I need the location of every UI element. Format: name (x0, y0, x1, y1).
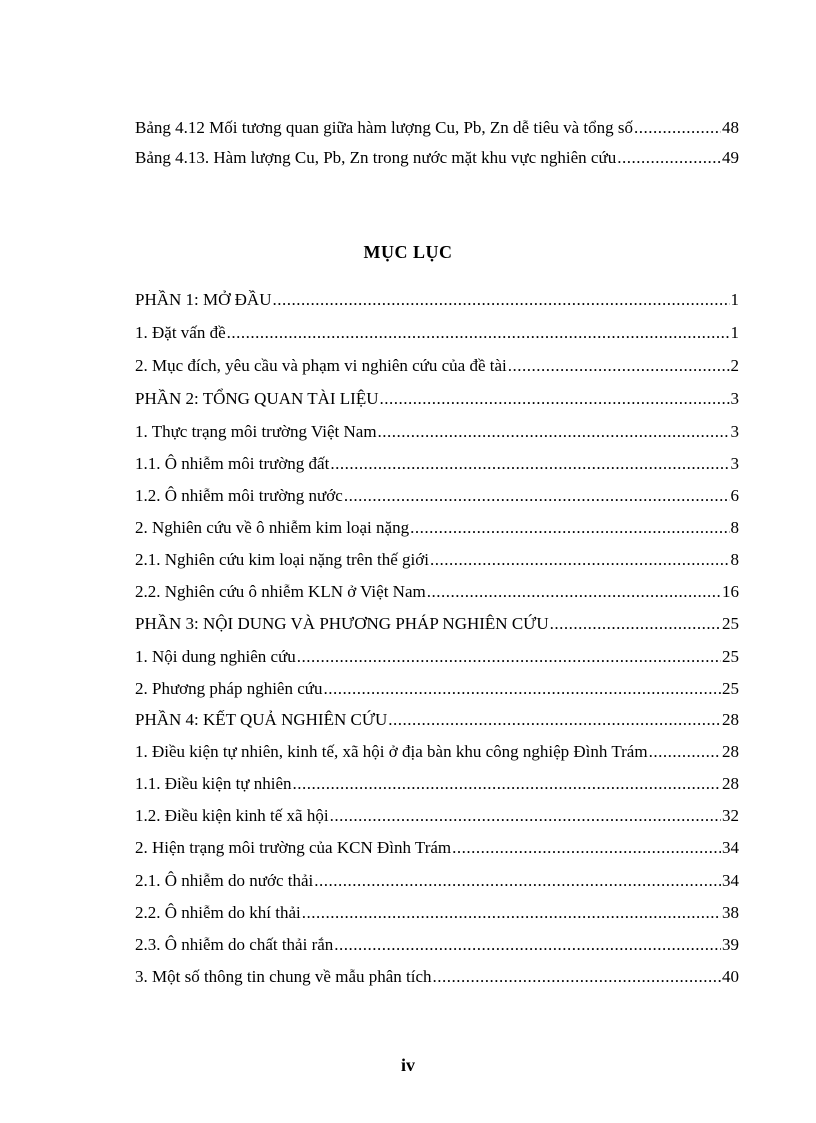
entry-page-number: 6 (730, 486, 739, 505)
entry-page-number: 3 (730, 454, 739, 473)
entry-label: 1. Nội dung nghiên cứu (135, 647, 296, 666)
entry-page-number: 2 (730, 356, 739, 375)
toc-entry (135, 645, 739, 669)
entry-label: 2. Nghiên cứu về ô nhiễm kim loại nặng (135, 518, 410, 537)
toc-entry (135, 933, 739, 957)
entry-label: 1.2. Điều kiện kinh tế xã hội (135, 806, 329, 825)
entry-page-number: 39 (722, 935, 739, 954)
toc-entry (135, 548, 739, 572)
entry-page-number: 25 (722, 614, 739, 633)
dot-leader (452, 836, 721, 860)
toc-entry (135, 836, 739, 860)
toc-entry (135, 901, 739, 925)
entry-page-number: 40 (722, 967, 739, 986)
toc-entry (135, 321, 739, 345)
entry-page-number: 48 (722, 118, 739, 137)
dot-leader (334, 933, 721, 957)
entry-label: 2.2. Ô nhiễm do khí thải (135, 903, 301, 922)
entry-label: PHẦN 1: MỞ ĐẦU (135, 290, 272, 309)
toc-entry (135, 452, 739, 476)
entry-page-number: 34 (722, 871, 739, 890)
entry-label: 1.1. Điều kiện tự nhiên (135, 774, 292, 793)
entry-page-number: 1 (730, 290, 739, 309)
entry-label: 2.3. Ô nhiễm do chất thải rắn (135, 935, 334, 954)
dot-leader (649, 740, 721, 764)
toc-entry (135, 612, 739, 636)
entry-label: 1.2. Ô nhiễm môi trường nước (135, 486, 343, 505)
toc-entry (135, 354, 739, 378)
dot-leader (302, 901, 721, 925)
toc-entry (135, 772, 739, 796)
toc-entry (135, 740, 739, 764)
entry-page-number: 3 (730, 422, 739, 441)
dot-leader (330, 452, 729, 476)
entry-label: 2.1. Nghiên cứu kim loại nặng trên thế giới (135, 550, 429, 569)
dot-leader (410, 516, 729, 540)
dot-leader (293, 772, 721, 796)
dot-leader (330, 804, 721, 828)
table-list-entry (135, 146, 739, 170)
entry-page-number: 8 (730, 518, 739, 537)
dot-leader (344, 484, 730, 508)
entry-label: 1. Điều kiện tự nhiên, kinh tế, xã hội ở địa bàn khu công nghiệp Đình Trám (135, 742, 648, 761)
dot-leader (380, 387, 730, 411)
entry-page-number: 16 (722, 582, 739, 601)
dot-leader (272, 288, 729, 312)
entry-page-number: 3 (730, 389, 739, 408)
toc-entry (135, 708, 739, 732)
dot-leader (378, 420, 730, 444)
table-list-entry (135, 116, 739, 140)
dot-leader (388, 708, 721, 732)
entry-label: 1.1. Ô nhiễm môi trường đất (135, 454, 330, 473)
entry-label: PHẦN 2: TỔNG QUAN TÀI LIỆU (135, 389, 379, 408)
dot-leader (427, 580, 721, 604)
entry-page-number: 32 (722, 806, 739, 825)
entry-page-number: 34 (722, 838, 739, 857)
entry-page-number: 25 (722, 647, 739, 666)
entry-label: 2. Mục đích, yêu cầu và phạm vi nghiên cứu của đề tài (135, 356, 507, 375)
entry-label: 3. Một số thông tin chung về mẫu phân tích (135, 967, 432, 986)
dot-leader (550, 612, 721, 636)
toc-entry (135, 804, 739, 828)
entry-label: 2. Phương pháp nghiên cứu (135, 679, 323, 698)
toc-entry (135, 420, 739, 444)
entry-page-number: 8 (730, 550, 739, 569)
entry-label: PHẦN 3: NỘI DUNG VÀ PHƯƠNG PHÁP NGHIÊN CỨU (135, 614, 549, 633)
entry-page-number: 38 (722, 903, 739, 922)
entry-label: Bảng 4.13. Hàm lượng Cu, Pb, Zn trong nước mặt khu vực nghiên cứu (135, 148, 617, 167)
entry-page-number: 28 (722, 710, 739, 729)
dot-leader (297, 645, 721, 669)
toc-entry (135, 869, 739, 893)
dot-leader (617, 146, 721, 170)
page-number: iv (400, 1055, 415, 1075)
toc-entry (135, 484, 739, 508)
entry-label: Bảng 4.12 Mối tương quan giữa hàm lượng Cu, Pb, Zn dễ tiêu và tổng số (135, 118, 633, 137)
entry-page-number: 1 (730, 323, 739, 342)
dot-leader (314, 869, 721, 893)
dot-leader (323, 677, 721, 701)
toc-entry (135, 387, 739, 411)
dot-leader (508, 354, 730, 378)
dot-leader (433, 965, 721, 989)
toc-entry (135, 288, 739, 312)
entry-label: 2.1. Ô nhiễm do nước thải (135, 871, 314, 890)
toc-entry (135, 580, 739, 604)
entry-page-number: 28 (722, 774, 739, 793)
dot-leader (227, 321, 730, 345)
entry-page-number: 49 (722, 148, 739, 167)
toc-entry (135, 677, 739, 701)
entry-label: 2. Hiện trạng môi trường của KCN Đình Trám (135, 838, 452, 857)
entry-label: 1. Thực trạng môi trường Việt Nam (135, 422, 377, 441)
toc-entry (135, 965, 739, 989)
dot-leader (430, 548, 730, 572)
toc-heading: MỤC LỤC (363, 242, 453, 262)
entry-page-number: 28 (722, 742, 739, 761)
entry-label: 2.2. Nghiên cứu ô nhiễm KLN ở Việt Nam (135, 582, 426, 601)
dot-leader (634, 116, 721, 140)
entry-label: PHẦN 4: KẾT QUẢ NGHIÊN CỨU (135, 710, 388, 729)
toc-entry (135, 516, 739, 540)
entry-page-number: 25 (722, 679, 739, 698)
entry-label: 1. Đặt vấn đề (135, 323, 226, 342)
